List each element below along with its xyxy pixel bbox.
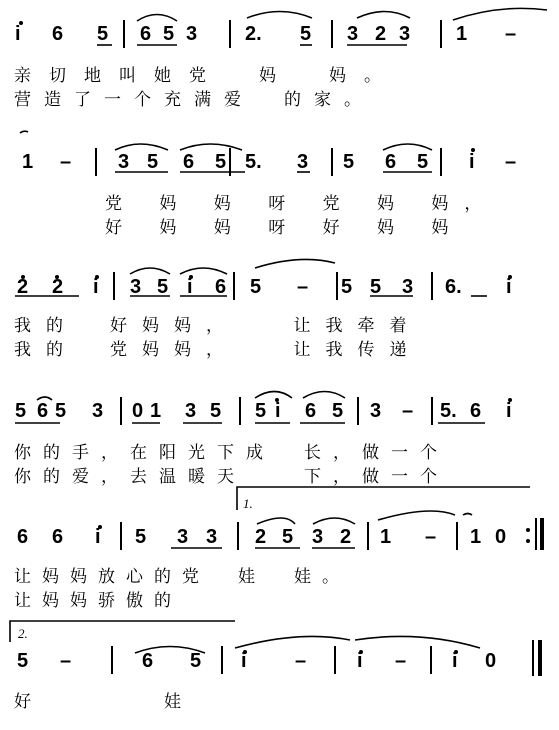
note: i [187, 276, 193, 298]
note: 6 [140, 23, 152, 45]
note: 0 [132, 400, 144, 422]
note: 5 [417, 151, 429, 173]
slur [255, 392, 292, 399]
note: 5. [440, 400, 457, 422]
note: i [506, 276, 512, 298]
note: 5 [17, 650, 29, 672]
note: – [60, 151, 72, 173]
note: – [505, 23, 517, 45]
note: 5 [147, 151, 159, 173]
note: 2 [17, 276, 29, 298]
note: – [505, 151, 517, 173]
lyric-line: 营造了一个充满爱 的家。 [14, 90, 374, 110]
note: 6 [17, 526, 29, 548]
slur [357, 12, 410, 19]
note: 5 [55, 400, 67, 422]
note: 5 [370, 276, 382, 298]
volta-1-bracket [237, 487, 530, 510]
tie-end [20, 131, 28, 133]
note: 5 [135, 526, 147, 548]
note: 1 [470, 526, 482, 548]
note: 5 [300, 23, 312, 45]
note: i [506, 400, 512, 422]
lyric-line: 你的手，在阳光下成 长，做一个 [14, 443, 449, 463]
tie [255, 259, 335, 268]
note: 6 [385, 151, 397, 173]
note: 3 [185, 400, 197, 422]
lyric-line: 让妈妈放心的党 娃 娃。 [14, 567, 350, 587]
note: 6 [305, 400, 317, 422]
slur [137, 15, 177, 22]
note: 6 [470, 400, 482, 422]
note: – [402, 400, 414, 422]
note: 5 [282, 526, 294, 548]
note: 5 [343, 151, 355, 173]
note: i [469, 151, 475, 173]
note: i [95, 526, 101, 548]
note: 3 [206, 526, 218, 548]
slur [247, 12, 312, 19]
lyric-line: 好 妈 妈 呀 好 妈 妈 [105, 218, 465, 238]
note: 5 [215, 151, 227, 173]
note: 5 [190, 650, 202, 672]
note: 6 [215, 276, 227, 298]
volta-2-label: 2. [18, 626, 28, 641]
note: – [60, 650, 72, 672]
note: i [275, 400, 281, 422]
lyric-line: 让妈妈骄傲的 [14, 591, 182, 611]
lyric-line: 好 娃 [14, 692, 189, 712]
note: 5. [245, 151, 262, 173]
note: – [395, 650, 407, 672]
note: 6. [445, 276, 462, 298]
note: 3 [92, 400, 104, 422]
note: 1 [456, 23, 468, 45]
note: i [15, 23, 21, 45]
note: i [93, 276, 99, 298]
tie [355, 636, 480, 648]
note: 3 [186, 23, 198, 45]
note: 5 [341, 276, 353, 298]
slur [313, 518, 355, 524]
note: 1 [380, 526, 392, 548]
note: 5 [157, 276, 169, 298]
note: 3 [399, 23, 411, 45]
note: 5 [255, 400, 267, 422]
lyric-line: 党 妈 妈 呀 党 妈 妈， [105, 194, 498, 214]
note: 3 [312, 526, 324, 548]
note: 5 [163, 23, 175, 45]
note: 0 [485, 650, 497, 672]
tie [378, 511, 455, 520]
lyric-line: 我的 党妈妈， 让我传递 [14, 340, 422, 360]
note: 6 [142, 650, 154, 672]
note: – [297, 276, 309, 298]
note: 5 [15, 400, 27, 422]
tie-end [463, 514, 472, 516]
note: 1 [150, 400, 162, 422]
note: 5 [332, 400, 344, 422]
note: 2 [375, 23, 387, 45]
note: 2 [255, 526, 267, 548]
note: 6 [52, 526, 64, 548]
note: 2. [245, 23, 262, 45]
lyric-line: 我的 好妈妈， 让我牵着 [14, 316, 422, 336]
note: 6 [37, 400, 49, 422]
note: i [452, 650, 458, 672]
note: 2 [52, 276, 64, 298]
note: 5 [250, 276, 262, 298]
slur [130, 268, 170, 274]
slur [303, 392, 345, 399]
note: 6 [52, 23, 64, 45]
slur [180, 144, 242, 150]
tie [235, 636, 350, 648]
note: 5 [210, 400, 222, 422]
note: 3 [130, 276, 142, 298]
note: 3 [118, 151, 130, 173]
note: 5 [97, 23, 109, 45]
note: 3 [370, 400, 382, 422]
note: i [241, 650, 247, 672]
note: 3 [402, 276, 414, 298]
note: – [295, 650, 307, 672]
volta-2-bracket [10, 621, 235, 642]
slur [257, 518, 295, 524]
note: i [357, 650, 363, 672]
note: 1 [22, 151, 34, 173]
note: 0 [495, 526, 507, 548]
tie [453, 8, 547, 20]
slur [383, 144, 432, 150]
slur [115, 144, 168, 150]
note: 3 [177, 526, 189, 548]
volta-1-label: 1. [243, 496, 253, 511]
slur [180, 268, 227, 274]
note: 3 [297, 151, 309, 173]
lyric-line: 亲切地叫她党 妈 妈。 [14, 66, 399, 86]
lyric-line: 你的爱，去温暖天 下，做一个 [14, 467, 449, 487]
note: – [425, 526, 437, 548]
note: 2 [340, 526, 352, 548]
note: 6 [183, 151, 195, 173]
note: 3 [347, 23, 359, 45]
